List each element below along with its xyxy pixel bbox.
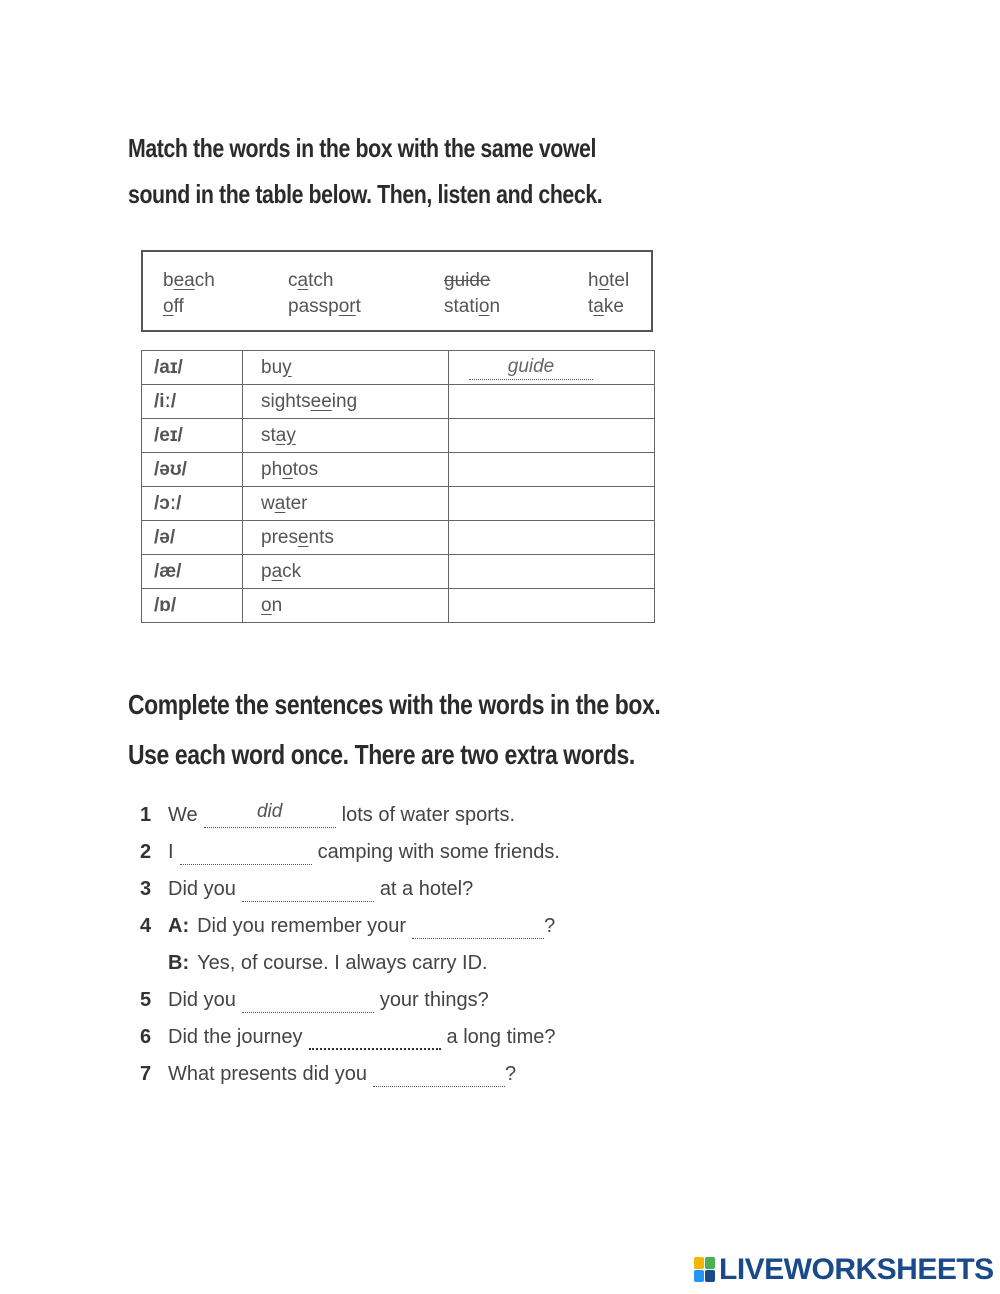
vowel-row <box>142 419 655 453</box>
answer-cell[interactable] <box>449 351 655 385</box>
vowel-symbol: /əʊ/ <box>142 453 243 487</box>
speaker-label: B: <box>168 951 190 974</box>
answer-cell[interactable] <box>449 419 655 453</box>
sentence-text: camping with some friends. <box>317 840 560 863</box>
box-word-passport: passport <box>288 296 361 317</box>
sentence-6 <box>140 1019 556 1055</box>
example-word: pack <box>243 555 449 589</box>
vowel-row <box>142 487 655 521</box>
sentence-2 <box>140 834 560 870</box>
sentence-text: Did you <box>168 988 236 1011</box>
sentence-4 <box>140 908 555 944</box>
sentence-text: at a hotel? <box>379 877 474 900</box>
vowel-row <box>142 453 655 487</box>
instruction-line: Match the words in the box with the same vowel <box>128 133 597 163</box>
sentence-text: Did you remember your <box>197 914 407 937</box>
answer-cell[interactable] <box>449 385 655 419</box>
vowel-symbol: /eɪ/ <box>142 419 243 453</box>
box-word-off: off <box>163 296 184 317</box>
sentence-number: 5 <box>140 988 152 1011</box>
word-box <box>141 250 653 332</box>
liveworksheets-logo-icon <box>694 1257 716 1283</box>
sentence-number: 3 <box>140 877 152 900</box>
speaker-label: A: <box>168 914 190 937</box>
answer-blank[interactable]: guide <box>469 357 593 380</box>
sentence-number: 7 <box>140 1062 152 1085</box>
answer-blank[interactable] <box>412 918 544 939</box>
sentence-text: Yes, of course. I always carry ID. <box>197 951 488 974</box>
sentence-text: your things? <box>379 988 489 1011</box>
sentence-text: Did the journey <box>168 1025 303 1048</box>
box-word-hotel: hotel <box>588 270 630 291</box>
sentence-text: ? <box>544 914 556 937</box>
vowel-row <box>142 589 655 623</box>
box-word-station: station <box>444 296 501 317</box>
sentence-number: 1 <box>140 803 152 826</box>
box-word-catch: catch <box>288 270 334 291</box>
vowel-symbol: /æ/ <box>142 555 243 589</box>
example-word: sightseeing <box>243 385 449 419</box>
sentence-text: We <box>168 803 198 826</box>
logo-text: LIVEWORKSHEETS <box>719 1253 994 1286</box>
answer-blank[interactable]: did <box>204 807 336 828</box>
sentence-5 <box>140 982 489 1018</box>
answer-cell[interactable] <box>449 453 655 487</box>
answer-cell[interactable] <box>449 521 655 555</box>
answer-blank[interactable] <box>242 992 374 1013</box>
example-word: on <box>243 589 449 623</box>
answer-blank[interactable] <box>180 844 312 865</box>
vowel-row <box>142 385 655 419</box>
answer-blank[interactable] <box>309 1028 441 1050</box>
sentence-number: 4 <box>140 914 152 937</box>
sentence-4b <box>140 945 488 981</box>
sentence-text: I <box>168 840 174 863</box>
vowel-symbol: /ɔː/ <box>142 487 243 521</box>
instruction-line: sound in the table below. Then, listen and check. <box>128 179 603 209</box>
sentence-7 <box>140 1056 516 1092</box>
answer-blank[interactable] <box>242 881 374 902</box>
instruction-line: Use each word once. There are two extra words. <box>128 739 635 770</box>
vowel-symbol: /iː/ <box>142 385 243 419</box>
vowel-symbol: /ə/ <box>142 521 243 555</box>
box-word-beach: beach <box>163 270 215 291</box>
sentence-number: 2 <box>140 840 152 863</box>
sentence-text: a long time? <box>446 1025 556 1048</box>
vowel-row <box>142 555 655 589</box>
box-word-guide: guide <box>444 270 491 291</box>
vowel-row <box>142 351 655 385</box>
sentence-text: Did you <box>168 877 236 900</box>
vowel-table <box>141 350 655 623</box>
exercise1-instructions <box>128 125 602 217</box>
answer-cell[interactable] <box>449 487 655 521</box>
vowel-symbol: /aɪ/ <box>142 351 243 385</box>
example-word: buy <box>243 351 449 385</box>
exercise2-instructions <box>128 680 660 780</box>
answer-cell[interactable] <box>449 589 655 623</box>
sentence-3 <box>140 871 473 907</box>
example-word: stay <box>243 419 449 453</box>
vowel-row <box>142 521 655 555</box>
sentence-text: ? <box>505 1062 517 1085</box>
instruction-line: Complete the sentences with the words in the box. <box>128 689 661 720</box>
sentence-1 <box>140 797 515 833</box>
liveworksheets-logo[interactable] <box>694 1254 994 1286</box>
sentence-text: lots of water sports. <box>341 803 516 826</box>
sentence-number: 6 <box>140 1025 152 1048</box>
example-word: photos <box>243 453 449 487</box>
example-word: water <box>243 487 449 521</box>
answer-cell[interactable] <box>449 555 655 589</box>
answer-blank[interactable] <box>373 1066 505 1087</box>
example-word: presents <box>243 521 449 555</box>
vowel-symbol: /ɒ/ <box>142 589 243 623</box>
box-word-take: take <box>588 296 624 317</box>
sentence-text: What presents did you <box>168 1062 367 1085</box>
